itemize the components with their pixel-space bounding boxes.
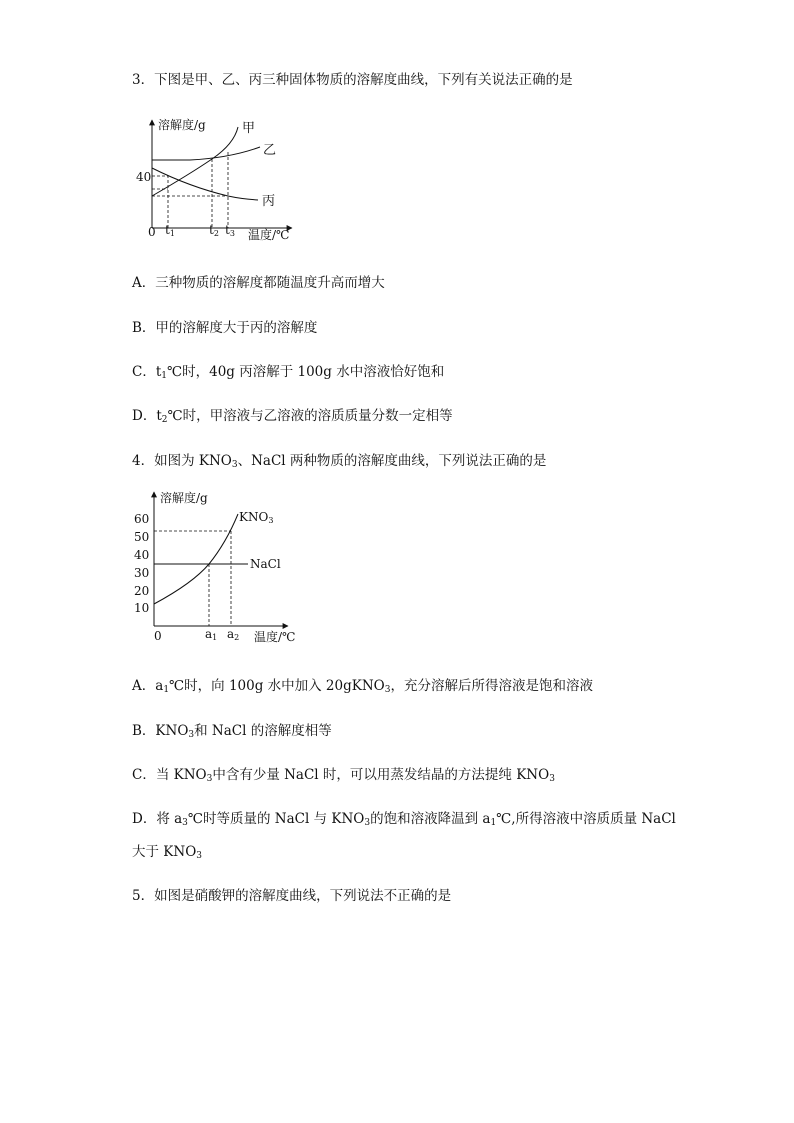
label-yi: 乙: [263, 143, 277, 158]
x-tick-t2: t2: [209, 223, 219, 238]
q3-option-a: A．三种物质的溶解度都随温度升高而增大: [132, 275, 385, 291]
label-bing: 丙: [262, 194, 276, 209]
origin-label: 0: [154, 629, 162, 643]
q4-solubility-figure: [128, 488, 308, 648]
q4-option-d: D．将 $a_3℃$时等质量的 NaCl 与 $KNO_3$的饱和溶液降温到 $a_1℃$,所得溶液中溶质质量 NaCl: [132, 811, 676, 828]
q4-option-a: A．$a_1℃$时，向 100g 水中加入 20gKNO$_3$，充分溶解后所得溶液是饱和溶液: [132, 678, 593, 695]
q3-stem: 3．下图是甲、乙、丙三种固体物质的溶解度曲线，下列有关说法正确的是: [132, 72, 573, 88]
y-tick-10: 10: [134, 601, 150, 615]
q3-option-b: B．甲的溶解度大于丙的溶解度: [132, 320, 318, 336]
label-kno3: KNO3: [239, 510, 274, 525]
y-tick-60: 60: [134, 512, 150, 526]
label-jia: 甲: [242, 121, 256, 136]
q3-option-c: C．$t_1℃$时，40g 丙溶解于 100g 水中溶液恰好饱和: [132, 364, 445, 381]
x-tick-t3: t3: [225, 223, 235, 238]
curve-yi: [152, 147, 260, 160]
origin-label: 0: [148, 225, 156, 239]
x-tick-a2: a2: [227, 627, 240, 642]
y-axis-label: 溶解度/g: [160, 491, 208, 505]
q4-option-c: C．当 $KNO_3$中含有少量 NaCl 时，可以用蒸发结晶的方法提纯 $KNO_3$: [132, 767, 555, 784]
x-axis-label: 温度/℃: [254, 630, 296, 644]
x-tick-t1: t1: [165, 223, 175, 238]
y-tick-40: 40: [134, 548, 150, 562]
curve-kno3: [154, 514, 238, 604]
q4-stem: 4．如图为 $KNO_3$、NaCl 两种物质的溶解度曲线，下列说法正确的是: [132, 453, 547, 470]
y-tick-20: 20: [134, 584, 150, 598]
y-tick-40: 40: [136, 170, 152, 184]
y-tick-50: 50: [134, 530, 150, 544]
q3-option-d: D．$t_2℃$时，甲溶液与乙溶液的溶质质量分数一定相等: [132, 408, 453, 425]
curve-jia: [152, 127, 238, 196]
q4-option-d-cont: 大于 $KNO_3$: [132, 844, 202, 861]
x-tick-a1: a1: [205, 627, 218, 642]
y-tick-30: 30: [134, 566, 150, 580]
q5-stem: 5．如图是硝酸钾的溶解度曲线，下列说法不正确的是: [132, 888, 452, 904]
y-axis-label: 溶解度/g: [158, 118, 206, 132]
q4-option-b: B．$KNO_3$和 NaCl 的溶解度相等: [132, 723, 332, 740]
x-axis-label: 温度/℃: [248, 228, 290, 242]
q3-solubility-figure: [130, 112, 310, 247]
label-nacl: NaCl: [250, 557, 281, 571]
